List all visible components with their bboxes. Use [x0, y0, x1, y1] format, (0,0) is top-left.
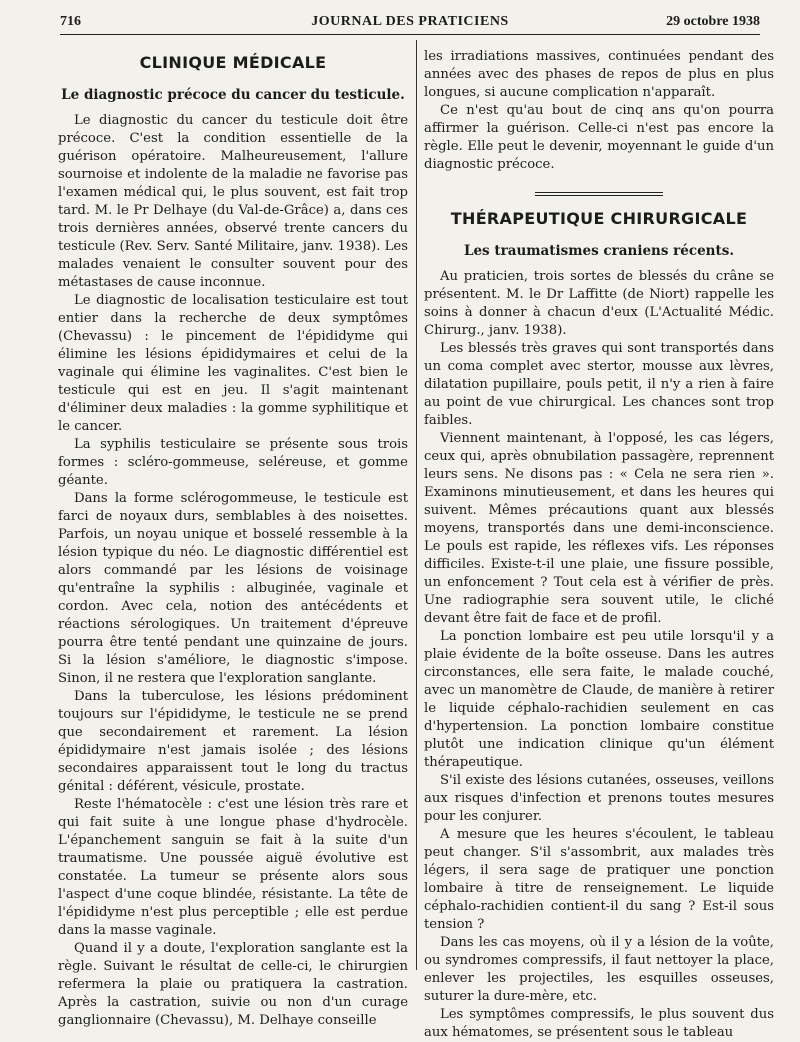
section-title-clinique: CLINIQUE MÉDICALE: [139, 53, 327, 72]
section-title-therapeutique: THÉRAPEUTIQUE CHIRURGICALE: [450, 209, 748, 228]
issue-date: 29 octobre 1938: [666, 14, 760, 29]
paragraph: Au praticien, trois sortes de blessés du crâne se présentent. M. le Dr Laffitte (de Niort) rappelle les soins à donner à chacun d'eux (L'Actualité Médic. Chirurg., janv. 1938).: [424, 269, 774, 338]
right-column: [424, 48, 774, 1042]
paragraph: Le diagnostic de localisation testiculaire est tout entier dans la recherche de deux symptômes (Chevassu) : le pincement de l'épididyme qui élimine les lésions épididymaires et celui de la vaginale qui élimine les vaginalites. C'est bien le testicule qui est en jeu. Il s'agit maintenant d'éliminer deux maladies : la gomme syphilitique et le cancer.: [58, 293, 408, 434]
left-column: [58, 48, 408, 1030]
section-divider: [535, 192, 663, 196]
page-number: 716: [60, 14, 81, 29]
paragraph: Quand il y a doute, l'exploration sanglante est la règle. Suivant le résultat de celle-ci, le chirurgien refermera la plaie ou pratiquera la castration. Après la castration, suivie ou non d'un curage ganglionnaire (Chevassu), M. Delhaye conseille: [58, 941, 408, 1028]
paragraph: Les blessés très graves qui sont transportés dans un coma complet avec stertor, mousse aux lèvres, dilatation pupillaire, pouls petit, il n'y a rien à faire au point de vue chirurgical. Les chances sont trop faibles.: [424, 341, 774, 428]
column-divider: [416, 40, 417, 970]
running-head: [60, 12, 760, 35]
paragraph: La syphilis testiculaire se présente sous trois formes : scléro-gommeuse, seléreuse, et gomme géante.: [58, 437, 408, 488]
paragraph: Dans les cas moyens, où il y a lésion de la voûte, ou syndromes compressifs, il faut nettoyer la place, enlever les projectiles, les esquilles osseuses, suturer la dure-mère, etc.: [424, 935, 774, 1004]
paragraph: A mesure que les heures s'écoulent, le tableau peut changer. S'il s'assombrit, aux malades très légers, il sera sage de pratiquer une ponction lombaire à titre de renseignement. Le liquide céphalo-rachidien contient-il du sang ? Est-il sous tension ?: [424, 827, 774, 932]
paragraph: Ce n'est qu'au bout de cinq ans qu'on pourra affirmer la guérison. Celle-ci n'est pas encore la règle. Elle peut le devenir, moyennant le guide d'un diagnostic précoce.: [424, 103, 774, 172]
paragraph: Viennent maintenant, à l'opposé, les cas légers, ceux qui, après obnubilation passagère, reprennent leurs sens. Ne disons pas : « Cela ne sera rien ». Examinons minutieusement, et dans les heures qui suivent. Mêmes précautions quant aux blessés moyens, transportés dans une demi-inconscience. Le pouls est rapide, les réflexes vifs. Les réponses difficiles. Existe-t-il une plaie, une fissure possible, un enfoncement ? Tout cela est à vérifier de près. Une radiographie sera souvent utile, le cliché devant être fait de face et de profil.: [424, 431, 774, 626]
journal-title: JOURNAL DES PRATICIENS: [311, 14, 509, 29]
paragraph: Dans la forme sclérogommeuse, le testicule est farci de noyaux durs, semblables à des noisettes. Parfois, un noyau unique et bosselé ressemble à la lésion typique du néo. Le diagnostic différentiel est alors commandé par les lésions de voisinage qu'entraîne la syphilis : albuginée, vaginale et cordon. Avec cela, notion des antécédents et réactions sérologiques. Un traitement d'épreuve pourra être tenté pendant une quinzaine de jours. Si la lésion s'améliore, le diagnostic s'impose. Sinon, il ne restera que l'exploration sanglante.: [58, 491, 408, 686]
paragraph: Le diagnostic du cancer du testicule doit être précoce. C'est la condition essentielle de la guérison opératoire. Malheureusement, l'allure sournoise et indolente de la maladie ne favorise pas l'examen médical qui, le plus souvent, est fait trop tard. M. le Pr Delhaye (du Val-de-Grâce) a, dans ces trois dernières années, observé trente cancers du testicule (Rev. Serv. Santé Militaire, janv. 1938). Les malades venaient le consulter souvent pour des métastases de cause inconnue.: [58, 113, 408, 290]
article-title-cancer: Le diagnostic précoce du cancer du testicule.: [61, 87, 405, 103]
paragraph: Reste l'hématocèle : c'est une lésion très rare et qui fait suite à une longue phase d'hydrocèle. L'épanchement sanguin se fait à la suite d'un traumatisme. Une poussée aiguë évolutive est constatée. La tumeur se présente alors sous l'aspect d'une coque blindée, résistante. La tête de l'épididyme n'est plus perceptible ; elle est perdue dans la masse vaginale.: [58, 797, 408, 938]
paragraph: Les symptômes compressifs, le plus souvent dus aux hématomes, se présentent sous le tableau: [424, 1007, 774, 1040]
paragraph-continuation: les irradiations massives, continuées pendant des années avec des phases de repos de plus en plus longues, si aucune complication n'apparaît.: [424, 49, 774, 100]
article-title-traumatismes: Les traumatismes craniens récents.: [463, 243, 735, 259]
paragraph: S'il existe des lésions cutanées, osseuses, veillons aux risques d'infection et prenons toutes mesures pour les conjurer.: [424, 773, 774, 824]
paragraph: Dans la tuberculose, les lésions prédominent toujours sur l'épididyme, le testicule ne se prend que secondairement et rarement. La lésion épididymaire n'est jamais isolée ; des lésions secondaires apparaissent tout le long du tractus génital : déférent, vésicule, prostate.: [58, 689, 408, 794]
paragraph: La ponction lombaire est peu utile lorsqu'il y a plaie évidente de la boîte osseuse. Dans les autres circonstances, elle sera faite, le malade couché, avec un manomètre de Claude, de manière à retirer le liquide céphalo-rachidien seulement en cas d'hypertension. La ponction lombaire constitue plutôt une indication clinique qu'un élément thérapeutique.: [424, 629, 774, 770]
